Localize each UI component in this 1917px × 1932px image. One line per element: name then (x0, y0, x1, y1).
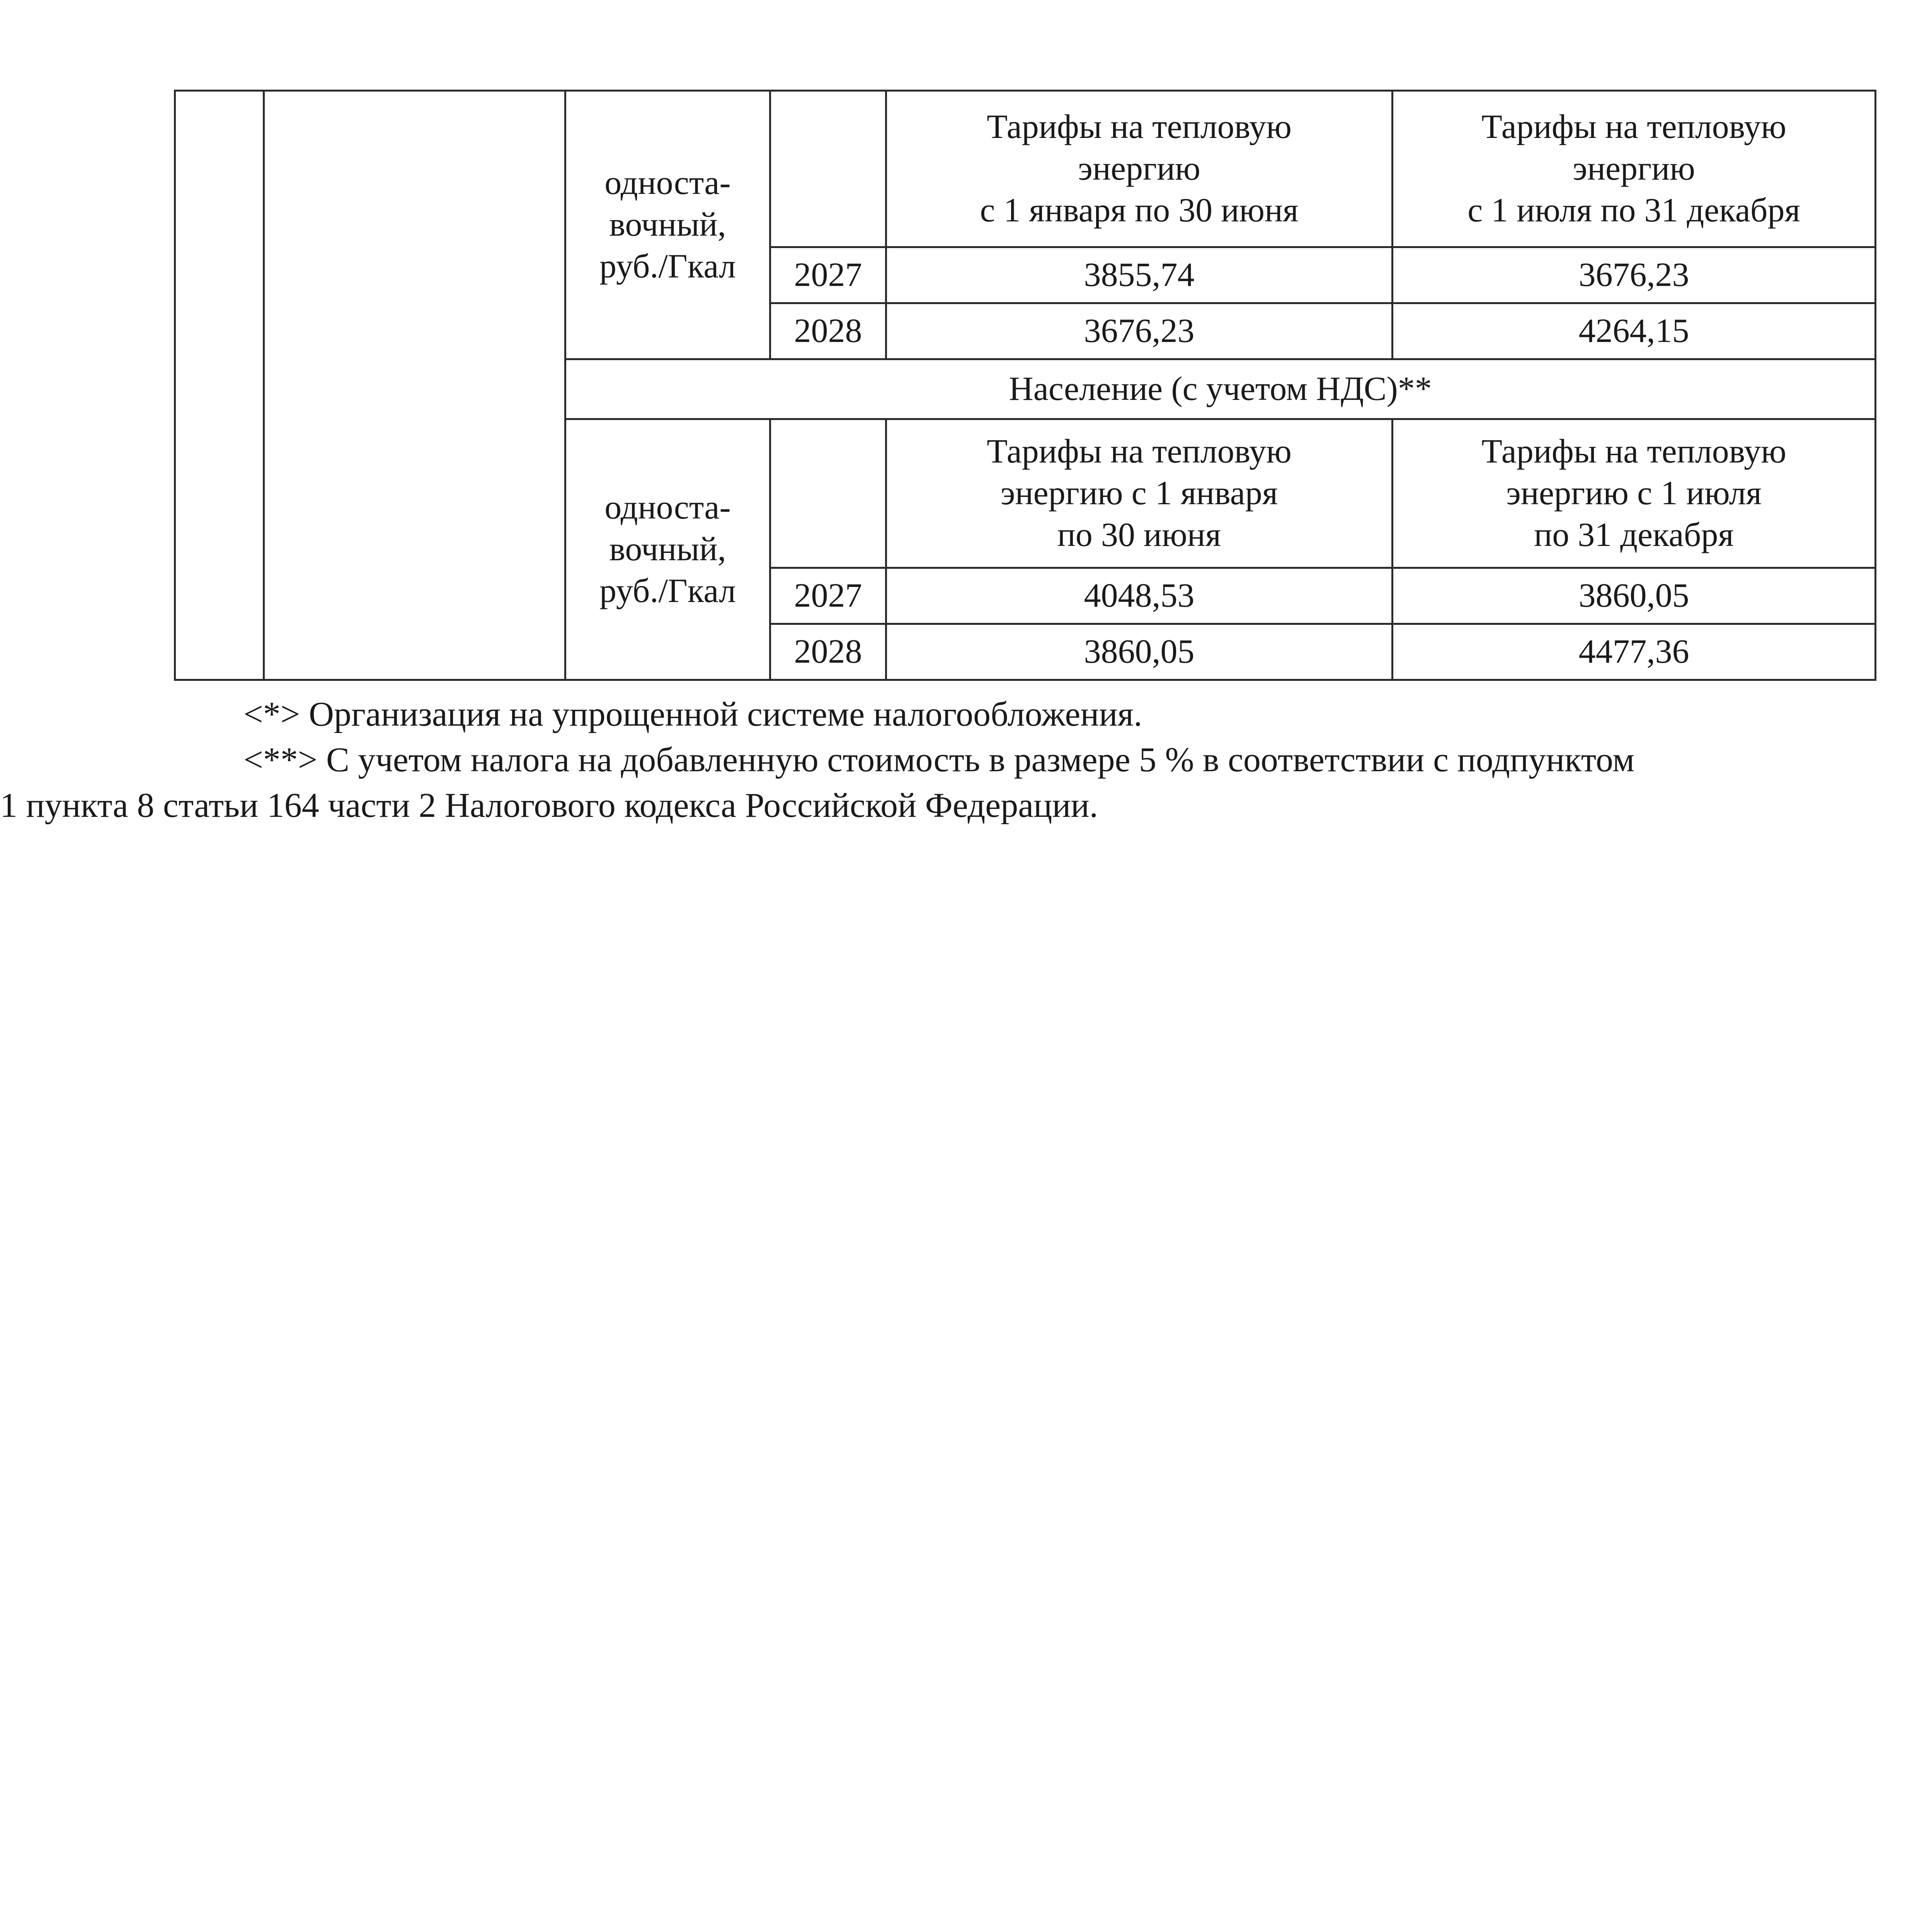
section1-unit-cell (565, 91, 770, 359)
tariff-first-half-cell: 3860,05 (886, 624, 1393, 680)
header-line: энергию с 1 января (1000, 474, 1278, 512)
footnote-2-line-2: 1 пункта 8 статьи 164 части 2 Налогового кодекса Российской Федерации. (0, 786, 1098, 825)
section1-header-row (175, 91, 1876, 247)
tariff-second-half-cell: 3860,05 (1393, 568, 1876, 624)
year-cell: 2027 (770, 247, 886, 303)
tariff-first-half-cell: 4048,53 (886, 568, 1393, 624)
header-line: Тарифы на тепловую (1481, 433, 1786, 470)
unit-line: руб./Гкал (599, 572, 736, 610)
header-line: Тарифы на тепловую (987, 433, 1292, 470)
footnote-2-line-1: <**> С учетом налога на добавленную стоимость в размере 5 % в соответствии с подпунктом (243, 741, 1635, 779)
header-line: с 1 января по 30 июня (980, 192, 1299, 229)
tariff-table (174, 90, 1876, 681)
year-cell: 2028 (770, 624, 886, 680)
header-line: энергию (1078, 150, 1200, 187)
header-line: по 30 июня (1057, 516, 1221, 554)
section2-year-header-blank (770, 419, 886, 568)
unit-line: вочный, (609, 206, 726, 243)
section1-header-first-half (886, 91, 1393, 247)
unit-line: вочный, (609, 531, 726, 568)
group-label-cell: Население (с учетом НДС)** (565, 359, 1876, 419)
unit-line: руб./Гкал (599, 248, 736, 285)
header-line: Тарифы на тепловую (987, 108, 1292, 146)
header-line: энергию (1573, 150, 1695, 187)
footnotes (0, 692, 1867, 828)
header-line: с 1 июля по 31 декабря (1468, 192, 1800, 229)
header-line: по 31 декабря (1534, 516, 1734, 554)
tariff-second-half-cell: 3676,23 (1393, 247, 1876, 303)
section1-year-header-blank (770, 91, 886, 247)
footnote-2 (0, 737, 1867, 828)
tariff-second-half-cell: 4264,15 (1393, 303, 1876, 359)
section1-header-second-half (1393, 91, 1876, 247)
tariff-second-half-cell: 4477,36 (1393, 624, 1876, 680)
header-line: энергию с 1 июля (1506, 474, 1762, 512)
year-cell: 2028 (770, 303, 886, 359)
blank-col-number (175, 91, 264, 680)
tariff-first-half-cell: 3855,74 (886, 247, 1393, 303)
section2-unit-cell (565, 419, 770, 680)
year-cell: 2027 (770, 568, 886, 624)
unit-line: односта- (604, 164, 731, 202)
footnote-1: <*> Организация на упрощенной системе налогообложения. (243, 695, 1142, 733)
tariff-first-half-cell: 3676,23 (886, 303, 1393, 359)
section2-header-first-half (886, 419, 1393, 568)
blank-col-organization (264, 91, 565, 680)
unit-line: односта- (604, 489, 731, 526)
section2-header-second-half (1393, 419, 1876, 568)
header-line: Тарифы на тепловую (1481, 108, 1786, 146)
